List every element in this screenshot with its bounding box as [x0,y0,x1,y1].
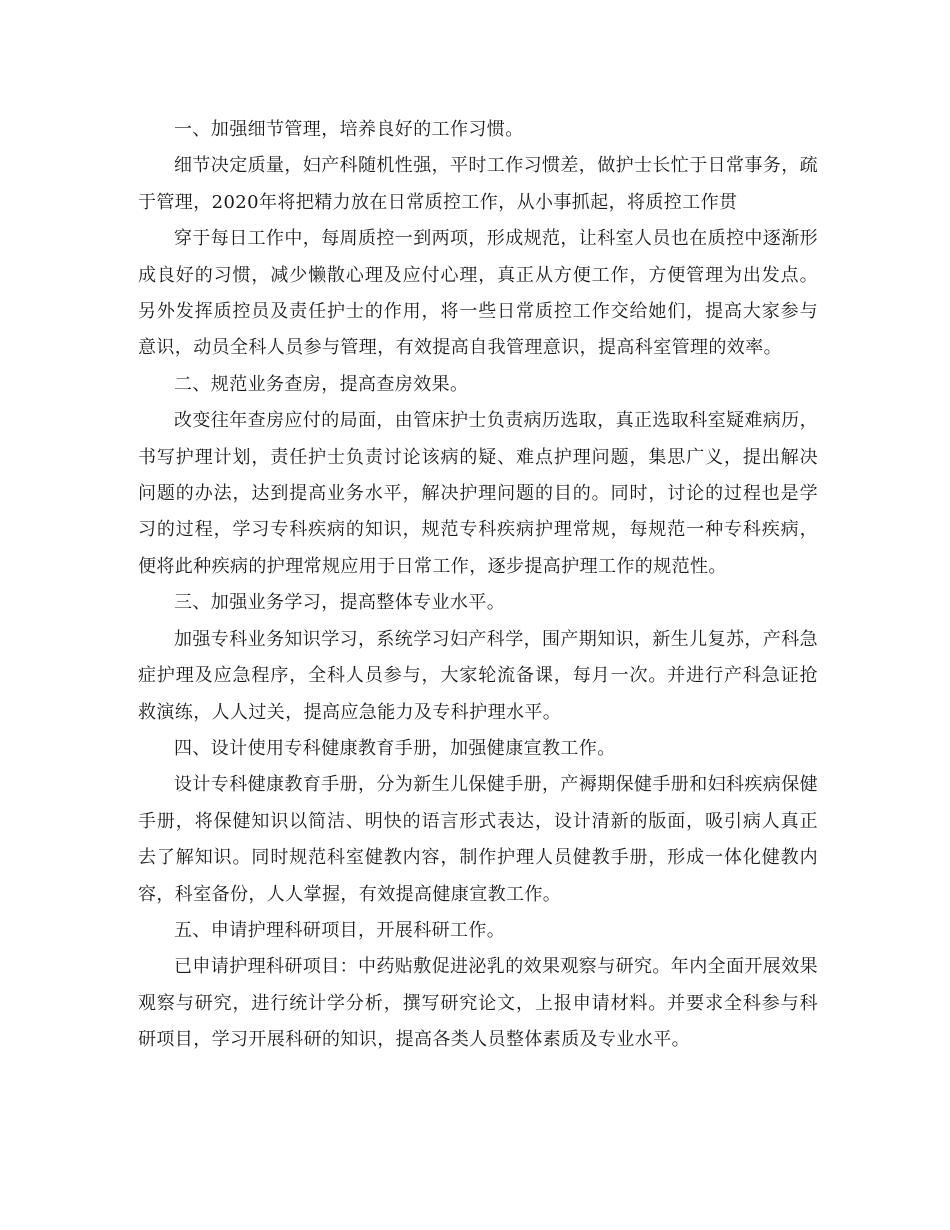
section-heading-5: 五、申请护理科研项目，开展科研工作。 [174,919,506,941]
document-page [138,112,818,1059]
section-heading-2: 二、规范业务查房，提高查房效果。 [174,373,469,395]
section-heading-3: 三、加强业务学习，提高整体专业水平。 [174,592,506,614]
section-heading-1: 一、加强细节管理，培养良好的工作习惯。 [174,119,524,140]
body-paragraph: 细节决定质量，妇产科随机性强，平时工作习惯差，做护士长忙于日常事务，疏于管理，2020年将把精力放在日常质控工作，从小事抓起，将质控工作贯 [138,155,818,213]
body-paragraph: 改变往年查房应付的局面，由管床护士负责病历选取，真正选取科室疑难病历，书写护理计划，责任护士负责讨论该病的疑、难点护理问题，集思广义，提出解决问题的办法，达到提高业务水平，解决护理问题的目的。同时，讨论的过程也是学习的过程，学习专科疾病的知识，规范专科疾病护理常规，每规范一种专科疾病，便将此种疾病的护理常规应用于日常工作，逐步提高护理工作的规范性。 [138,410,818,577]
body-paragraph: 穿于每日工作中，每周质控一到两项，形成规范，让科室人员也在质控中逐渐形成良好的习惯，减少懒散心理及应付心理，真正从方便工作，方便管理为出发点。另外发挥质控员及责任护士的作用，将一些日常质控工作交给她们，提高大家参与意识，动员全科人员参与管理，有效提高自我管理意识，提高科室管理的效率。 [138,228,818,359]
section-heading-4: 四、设计使用专科健康教育手册，加强健康宣教工作。 [174,737,616,759]
body-paragraph: 已申请护理科研项目：中药贴敷促进泌乳的效果观察与研究。年内全面开展效果观察与研究，进行统计学分析，撰写研究论文，上报申请材料。并要求全科参与科研项目，学习开展科研的知识，提高各类人员整体素质及专业水平。 [138,956,818,1051]
body-paragraph: 加强专科业务知识学习，系统学习妇产科学，围产期知识，新生儿复苏，产科急症护理及应急程序，全科人员参与，大家轮流备课，每月一次。并进行产科急证抢救演练，人人过关，提高应急能力及专科护理水平。 [138,628,818,723]
body-paragraph: 设计专科健康教育手册，分为新生儿保健手册，产褥期保健手册和妇科疾病保健手册，将保健知识以简洁、明快的语言形式表达，设计清新的版面，吸引病人真正去了解知识。同时规范科室健教内容，制作护理人员健教手册，形成一体化健教内容，科室备份，人人掌握，有效提高健康宣教工作。 [138,774,818,905]
